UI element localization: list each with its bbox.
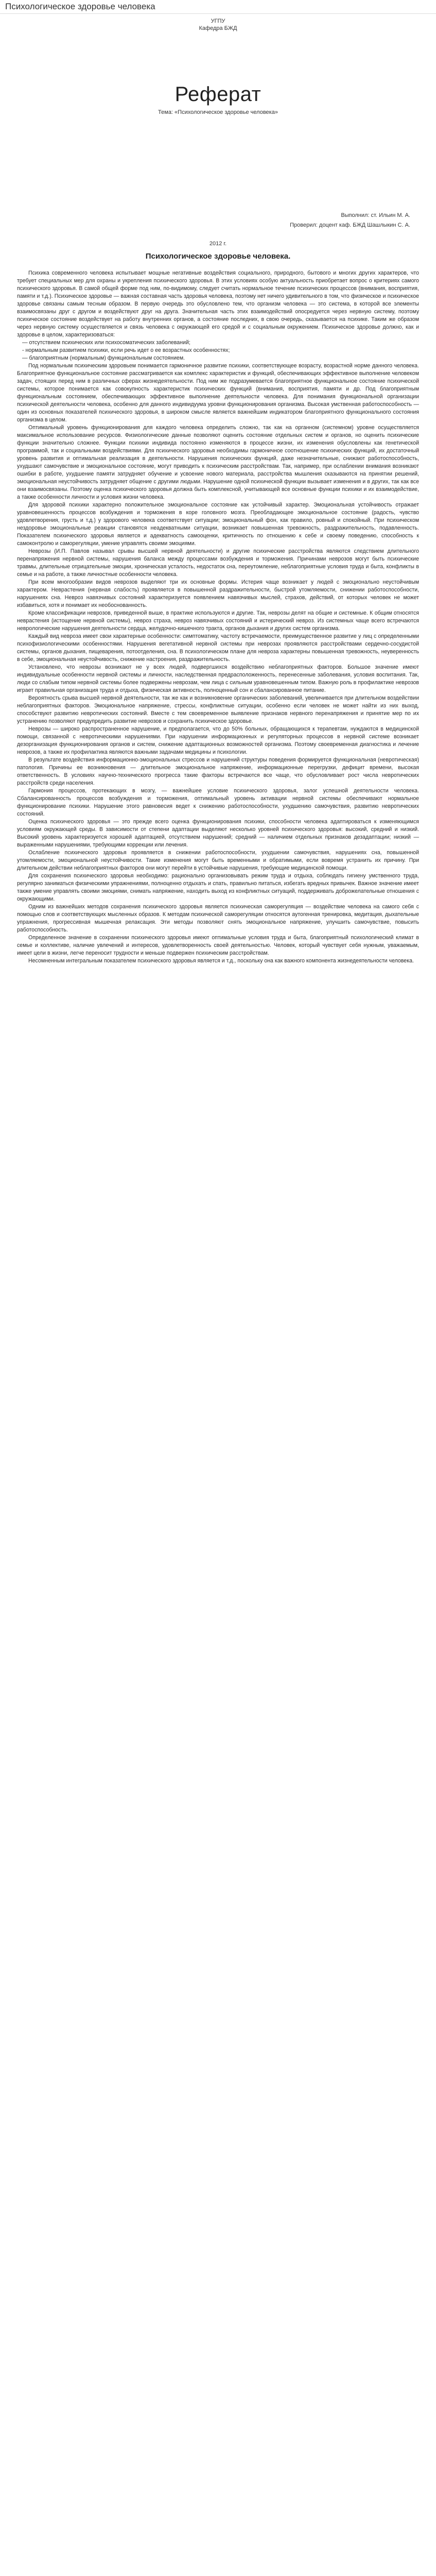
paragraph: Для здоровой психики характерно положительное эмоциональное состояние как устойчивый характер. Эмоциональная устойчивость отражает уравновешенность процессов возбуждения и торможения в коре головного мозга. Преобладающее эмоциональное состояние (радость, чувство удовлетворения, грусть и т.д.) у здорового человека соответствует ситуации; эмоциональный фон, как правило, ровный и спокойный. При психическом нездоровье эмоциональные реакции становятся неадекватными ситуации, возникает повышенная тревожность, раздражительность, подавленность. Показателем психического здоровья является и адекватность самооценки, критичность по отношению к себе и своему поведению, способность к самоконтролю и саморегуляции, умение управлять своими эмоциями.	[17, 502, 419, 547]
document-header-title: Психологическое здоровье человека	[5, 2, 155, 11]
paragraph: Установлено, что неврозы возникают не у всех людей, подвергшихся воздействию неблагоприятных факторов. Большое значение имеют индивидуальные особенности нервной системы и личности, наследственная предрасположенность, перенесенные заболевания, условия воспитания. Так, люди со слабым типом нервной системы более подвержены неврозам, чем лица с сильным уравновешенным типом. Важную роль в профилактике неврозов играет правильная организация труда и отдыха, физическая активность, полноценный сон и сбалансированное питание.	[17, 664, 419, 693]
paragraph: Неврозы — широко распространенное нарушение, и предполагается, что до 50% больных, обращающихся к терапевтам, нуждаются в медицинской помощи, связанной с невротическими нарушениями. При нарушении информационных и регуляторных процессов в нервной системе возникает дезорганизация функционирования органов и систем, снижение адаптационных возможностей организма. Поэтому своевременная диагностика и лечение неврозов, а также их профилактика являются важными задачами медицины и психологии.	[17, 726, 419, 755]
department-name: Кафедра БЖД	[199, 25, 237, 31]
list-item: — отсутствием психических или психосоматических заболеваний;	[22, 340, 190, 346]
university-name: УГПУ	[211, 18, 225, 24]
paragraph: Для сохранения психического здоровья необходимо: рационально организовывать режим труда и отдыха, соблюдать гигиену умственного труда, регулярно заниматься физическими упражнениями, полноценно отдыхать и спать, правильно питаться, избегать вредных привычек. Важное значение имеет также умение управлять своими эмоциями, снимать напряжение, находить выход из конфликтных ситуаций, поддерживать доброжелательные отношения с окружающими.	[17, 873, 419, 902]
paragraph: Кроме классификации неврозов, приведенной выше, в практике используются и другие. Так, неврозы делят на общие и системные. К общим относятся неврастения (истощение нервной системы), невроз страха, невроз навязчивых состояний и истерический невроз. Из системных чаще всего встречаются неврологические нарушения деятельности сердца, желудочно-кишечного тракта, органов дыхания и других систем организма.	[17, 610, 419, 632]
paragraph: При всем многообразии видов неврозов выделяют три их основные формы. Истерия чаще возникает у людей с эмоционально неустойчивым характером. Неврастения (нервная слабость) проявляется в повышенной раздражительности, быстрой утомляемости, снижении работоспособности, нарушениях сна. Невроз навязчивых состояний характеризуется появлением навязчивых мыслей, страхов, действий, от которых человек не может избавиться, хотя и понимает их необоснованность.	[17, 579, 419, 608]
paragraph: Каждый вид невроза имеет свои характерные особенности: симптоматику, частоту встречаемости, преимущественное развитие у лиц с определенными психофизиологическими особенностями. Нарушения вегетативной нервной системы при неврозах проявляются расстройствами сердечно-сосудистой системы, органов дыхания, пищеварения, потоотделения, сна. В психологическом плане для невроза характерны повышенная тревожность, неуверенность в себе, эмоциональная неустойчивость, снижение настроения, раздражительность.	[17, 633, 419, 663]
header-bar	[0, 0, 436, 14]
paragraph: Под нормальным психическим здоровьем понимается гармоничное развитие психики, соответствующее возрасту, возрастной норме данного человека. Благоприятное функциональное состояние рассматривается как комплекс характеристик и функций, обеспечивающих эффективное выполнение человеком задач, стоящих перед ним в различных сферах жизнедеятельности. Под ним же подразумевается благоприятное функциональное состояние психической системы, которое понимается как совокупность характеристик психических функций (внимания, восприятия, памяти и др. Под благоприятным функциональным состоянием, обеспечивающих эффективное выполнение деятельности человека. Для понимания функциональной организации психической деятельности человека, особенно для данного индивидуума уровни функционирования организма. Высокая умственная работоспособность — один из основных показателей психического здоровья, в широком смысле является важнейшим индикатором благоприятного функционального состояния организма в целом.	[17, 363, 419, 423]
paragraph: Неврозы (И.П. Павлов называл срывы высшей нервной деятельности) и другие психические расстройства являются следствием длительного перенапряжения нервной системы, нарушения баланса между процессами возбуждения и торможения. Причинами неврозов могут быть психические травмы, длительные отрицательные эмоции, хроническая усталость, недостаток сна, переутомление, неблагоприятные условия труда и быта, конфликты в семье и на работе, а также личностные особенности человека.	[17, 548, 419, 578]
paragraph: Гармония процессов, протекающих в мозгу, — важнейшее условие психического здоровья, залог успешной деятельности человека. Сбалансированность процессов возбуждения и торможения, оптимальный уровень активации нервной системы обеспечивают нормальное функционирование психики. Нарушение этого равновесия ведет к снижению работоспособности, ухудшению самочувствия, развитию невротических состояний.	[17, 788, 419, 817]
body-text	[17, 269, 419, 965]
paragraph: Определенное значение в сохранении психического здоровья имеют оптимальные условия труда и быта, благоприятный психологический климат в семье и коллективе, наличие увлечений и интересов, удовлетворенность своей деятельностью. Человек, который чувствует себя нужным, уважаемым, имеет цели в жизни, легче переносит трудности и меньше подвержен психическим расстройствам.	[17, 935, 419, 956]
paragraph: Оптимальный уровень функционирования для каждого человека определить сложно, так как на органном (системном) уровне осуществляется максимальное использование ресурсов. Физиологические данные позволяют оценить состояние отдельных систем и органов, но оценить психические функции значительно сложнее. Функции психики индивида постоянно изменяются в процессе жизни, их изменения обусловлены как генетической программой, так и социальными воздействиями. Для психического здоровья необходимы гармоничное соотношение психических функций, их достаточный уровень развития и оптимальная реализация в деятельности. Нарушения психических функций, даже незначительные, снижают работоспособность, ухудшают самочувствие и эмоциональное состояние, могут приводить к психическим расстройствам. Так, например, при ослаблении внимания возникают ошибки в работе, ухудшение памяти затрудняет обучение и усвоение нового материала, расстройства мышления сказываются на принятии решений, эмоциональная неустойчивость затрудняет общение с другими людьми. Нарушение одной психической функции вызывает изменения и в других, так как все они взаимосвязаны. Поэтому оценка психического здоровья должна быть комплексной, учитывающей все основные функции психики и их взаимодействие, а также особенности личности и условия жизни человека.	[17, 425, 419, 500]
list-item: — благоприятным (нормальным) функциональным состоянием.	[22, 355, 185, 361]
document-page	[0, 14, 436, 964]
paragraph: Одним из важнейших методов сохранения психического здоровья является психическая саморегуляция — воздействие человека на самого себя с помощью слов и соответствующих мысленных образов. К методам психической саморегуляции относятся аутогенная тренировка, медитация, дыхательные упражнения, прогрессивная мышечная релаксация. Эти методы позволяют снять эмоциональное напряжение, улучшить самочувствие, повысить работоспособность.	[17, 904, 419, 933]
report-year: 2012 г.	[209, 241, 227, 247]
paragraph: В результате воздействия информационно-эмоциональных стрессов и нарушений структуры поведения формируется функциональная (невротическая) патология. Причины ее возникновения — длительное эмоциональное напряжение, информационные перегрузки, дефицит времени, высокая ответственность. В условиях научно-технического прогресса такие факторы встречаются все чаще, что обусловливает рост числа невротических расстройств среди населения.	[17, 757, 419, 786]
paragraph: Ослабление психического здоровья проявляется в снижении работоспособности, ухудшении самочувствия, нарушениях сна, повышенной утомляемости, эмоциональной неустойчивости. Такие изменения могут быть временными и обратимыми, если вовремя устранить их причину. При длительном действии неблагоприятных факторов они могут перейти в устойчивые нарушения, требующие медицинской помощи.	[17, 850, 419, 871]
section-title: Психологическое здоровье человека.	[145, 252, 291, 261]
report-heading: Реферат	[175, 83, 261, 106]
performed-by: Выполнил: ст. Ильин М. А.	[341, 212, 410, 218]
checked-by: Проверил: доцент каф. БЖД Шашлыкин С. А.	[290, 222, 410, 228]
report-theme: Тема: «Психологическое здоровье человека»	[158, 109, 278, 115]
paragraph: Психика современного человека испытывает мощные негативные воздействия социального, природного, бытового и многих других характеров, что требует специальных мер для охраны и укрепления психического здоровья. В этих условиях особую актуальность приобретает вопрос о критериях самого психического здоровья. В самой общей форме под ним, по-видимому, следует считать нормальное течение психических процессов (внимания, восприятия, памяти и т.д.). Психическое здоровье — важная составная часть здоровья человека, поэтому нет ничего удивительного в том, что физическое и психическое здоровье связаны самым тесным образом. В первую очередь это обусловлено тем, что организм человека — это система, в которой все элементы взаимосвязаны друг с другом и воздействуют друг на друга. Значительная часть этих взаимодействий опосредуется через нервную систему, поэтому психическое состояние воздействует на работу внутренних органов, а состояние последних, в свою очередь, сказывается на психике. Таким же образом через нервную систему осуществляется и связь человека с окружающей его средой и с социальным окружением. Психическое здоровье должно, как и здоровье в целом, характеризоваться:	[17, 270, 419, 338]
paragraph: Несомненным интегральным показателем психического здоровья является и т.д., поскольку она как важного компонента жизнедеятельности человека.	[28, 958, 414, 964]
list-item: - нормальным развитием психики, если речь идет о ее возрастных особенностях;	[22, 347, 230, 353]
paragraph: Вероятность срыва высшей нервной деятельности, так же как и возникновение органических заболеваний, увеличивается при длительном воздействии неблагоприятных факторов. Эмоциональное напряжение, стрессы, конфликтные ситуации, особенно если человек не может найти из них выход, способствуют развитию невротических состояний. Вместе с тем своевременное выявление признаков нервного перенапряжения и принятие мер по их устранению позволяют предупредить развитие неврозов и сохранить психическое здоровье.	[17, 695, 419, 724]
paragraph: Оценка психического здоровья — это прежде всего оценка функционирования психики, способности человека адаптироваться к изменяющимся условиям окружающей среды. В зависимости от степени адаптации выделяют несколько уровней психического здоровья: высокий, средний и низкий. Высокий уровень характеризуется хорошей адаптацией, отсутствием нарушений; средний — наличием отдельных признаков дезадаптации; низкий — выраженными нарушениями, требующими коррекции или лечения.	[17, 819, 419, 848]
